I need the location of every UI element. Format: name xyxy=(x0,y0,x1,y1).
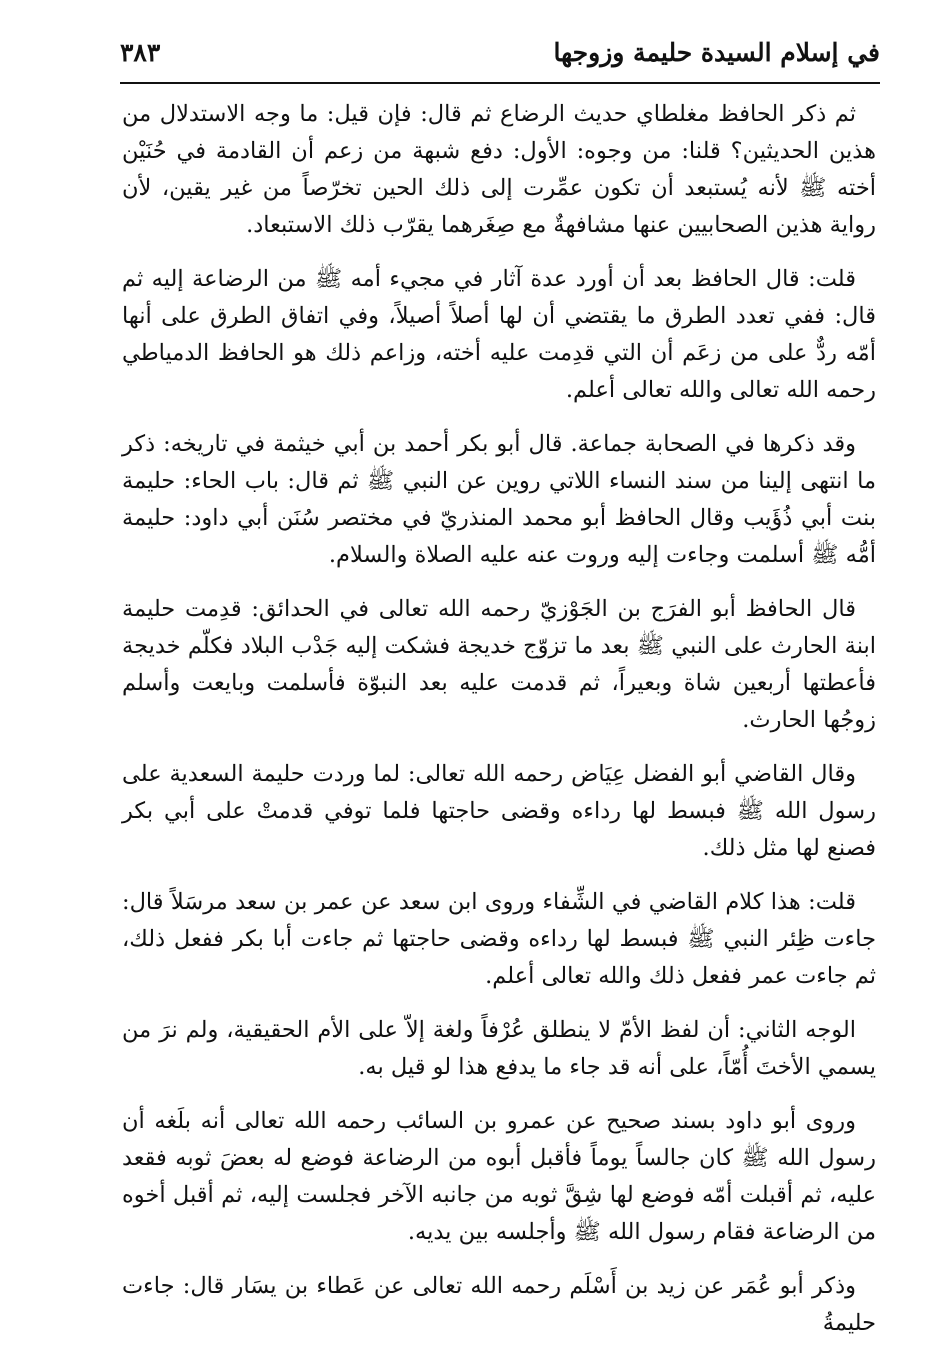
paragraph: قال الحافظ أبو الفرَج بن الجَوْزيّ رحمه الله تعالى في الحدائق: قدِمت حليمة ابنة الحارث على النبي ﷺ بعد ما تزوّج خديجة فشكت إليه جَدْب البلاد فكلّم خديجة فأعطتها أربعين شاة وبعيراً، ثم قدمت عليه بعد النبوّة فأسلمت وبايعت وأسلم زوجُها الحارث. xyxy=(122,596,876,733)
paragraph: الوجه الثاني: أن لفظ الأمّ لا ينطلق عُرْفاً ولغة إلاّ على الأم الحقيقية، ولم نرَ من يسمي الأختَ أُمّاً، على أنه قد جاء ما يدفع هذا لو قيل به. xyxy=(122,1017,876,1080)
paragraph: وذكر أبو عُمَر عن زيد بن أَسْلَم رحمه الله تعالى عن عَطاء بن يسَار قال: جاءت حليمةُ xyxy=(122,1273,876,1336)
paragraph: قلت: هذا كلام القاضي في الشِّفاء وروى ابن سعد عن عمر بن سعد مرسَلاً قال: جاءت ظِئر النبي ﷺ فبسط لها رداءه وقضى حاجتها ثم جاءت أبا بكر ففعل ذلك، ثم جاءت عمر ففعل ذلك والله تعالى أعلم. xyxy=(122,889,876,989)
page-number: ٣٨٣ xyxy=(120,38,161,67)
page-header xyxy=(120,34,880,80)
paragraph: ثم ذكر الحافظ مغلطاي حديث الرضاع ثم قال: فإن قيل: ما وجه الاستدلال من هذين الحديثين؟ قلنا: من وجوه: الأول: دفع شبهة من زعم أن القادمة في حُنَيْن أخته ﷺ لأنه يُستبعد أن تكون عمِّرت إلى ذلك الحين تخرّصاً من غير يقين، لأن رواية هذين الصحابيين عنها مشافهةٌ مع صِغَرهما يقرّب ذلك الاستبعاد. xyxy=(122,101,876,238)
paragraph: وروى أبو داود بسند صحيح عن عمرو بن السائب رحمه الله تعالى أنه بلَغه أن رسول الله ﷺ كان جالساً يوماً فأقبل أبوه من الرضاعة فوضع له بعضَ ثوبه فقعد عليه، ثم أقبلت أمّه فوضع لها شِقَّ ثوبه من جانبه الآخر فجلست إليه، ثم أقبل أخوه من الرضاعة فقام رسول الله ﷺ وأجلسه بين يديه. xyxy=(122,1108,876,1245)
body-text xyxy=(122,96,876,1359)
paragraph: وقال القاضي أبو الفضل عِيَاض رحمه الله تعالى: لما وردت حليمة السعدية على رسول الله ﷺ فبسط لها رداءه وقضى حاجتها فلما توفي قدمتْ على أبي بكر فصنع لها مثل ذلك. xyxy=(122,761,876,861)
header-rule xyxy=(120,82,880,84)
paragraph: وقد ذكرها في الصحابة جماعة. قال أبو بكر أحمد بن أبي خيثمة في تاريخه: ذكر ما انتهى إلينا من سند النساء اللاتي روين عن النبي ﷺ ثم قال: باب الحاء: حليمة بنت أبي ذُؤَيب وقال الحافظ أبو محمد المنذريّ في مختصر سُنَن أبي داود: حليمة أمُّه ﷺ أسلمت وجاءت إليه وروت عنه عليه الصلاة والسلام. xyxy=(122,431,876,568)
running-title: في إسلام السيدة حليمة وزوجها xyxy=(553,38,880,67)
paragraph: قلت: قال الحافظ بعد أن أورد عدة آثار في مجيء أمه ﷺ من الرضاعة إليه ثم قال: ففي تعدد الطرق ما يقتضي أن لها أصلاً أصيلاً، وفي اتفاق الطرق على أنها أمّه ردٌّ على من زعَم أن التي قدِمت عليه أخته، وزاعم ذلك هو الحافظ الدمياطي رحمه الله تعالى والله تعالى أعلم. xyxy=(122,266,876,403)
